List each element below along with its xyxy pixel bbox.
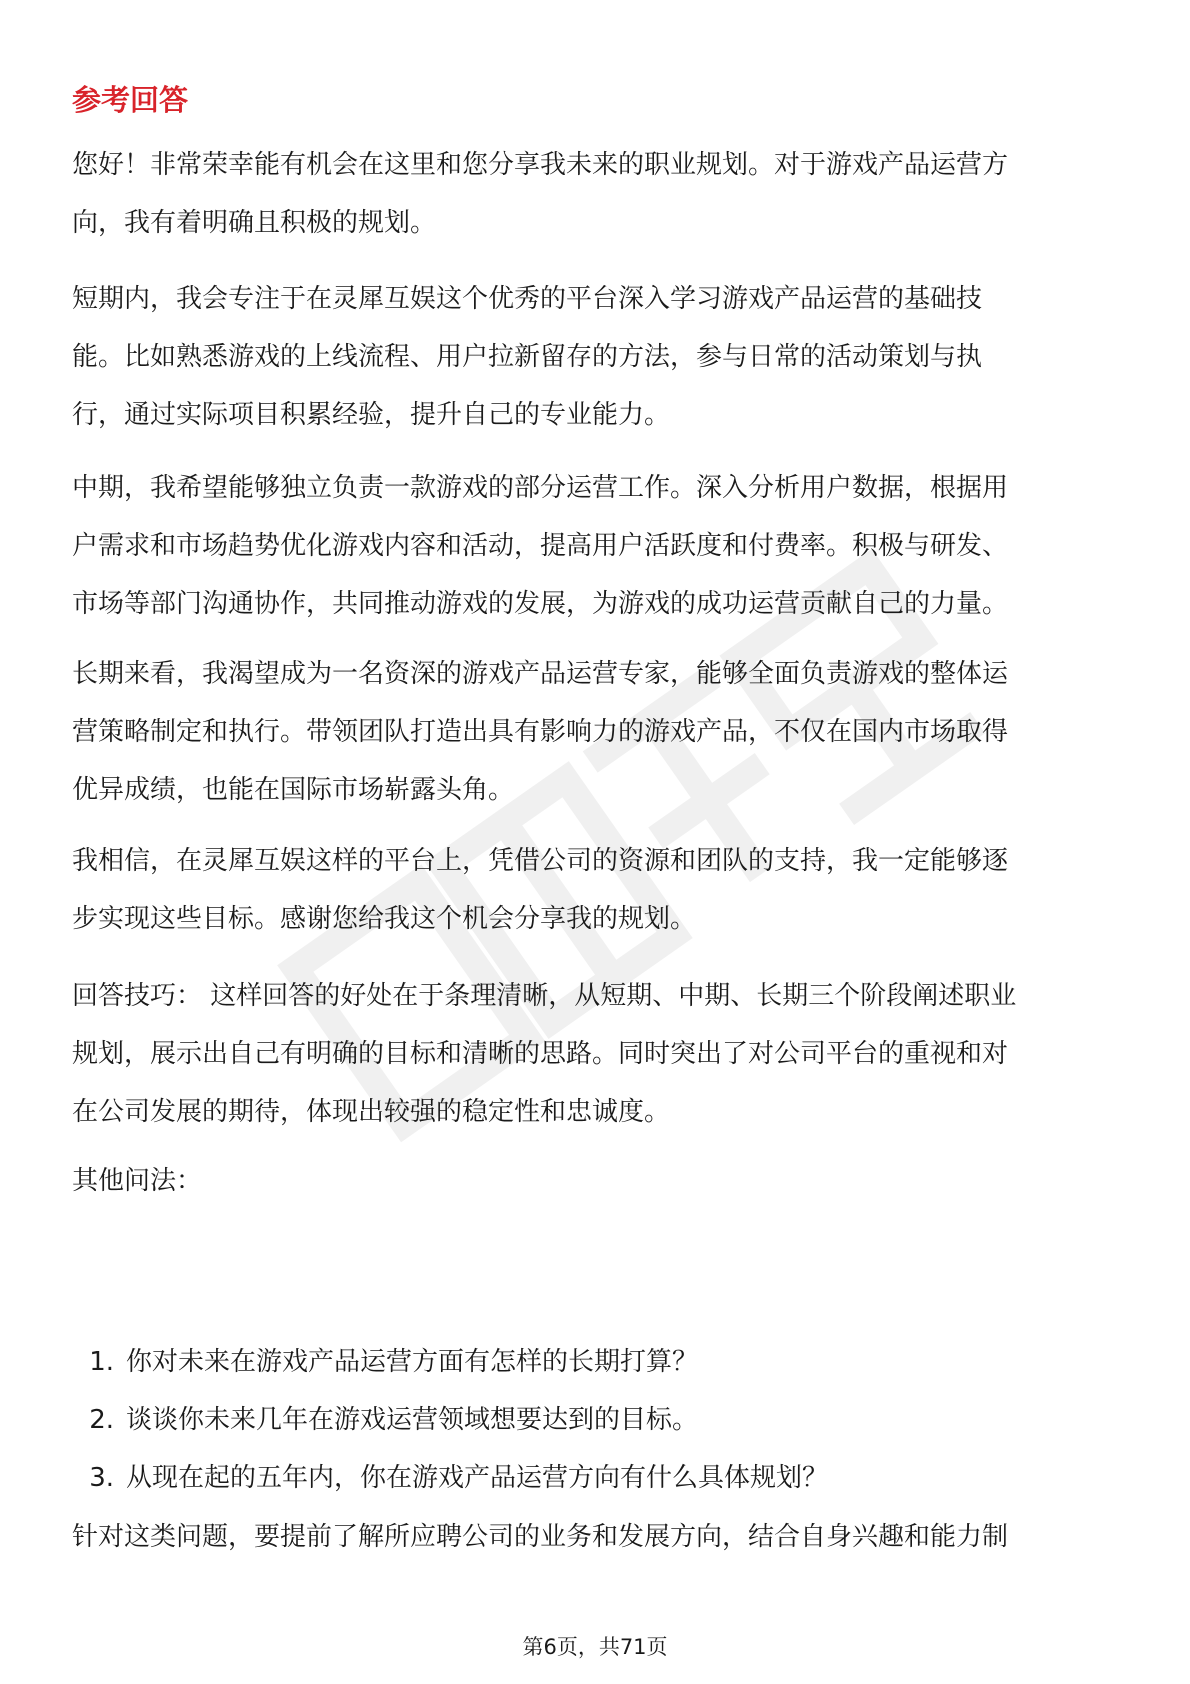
- list-item: [72, 1449, 828, 1507]
- other-questions-label: [72, 1152, 1122, 1210]
- list-number: 1.: [89, 1347, 114, 1377]
- text-line: 在公司发展的期待，体现出较强的稳定性和忠诚度。: [72, 1097, 671, 1127]
- text-line: 短期内，我会专注于在灵犀互娱这个优秀的平台深入学习游戏产品运营的基础技: [72, 284, 983, 314]
- section-heading: 参考回答: [72, 83, 189, 117]
- list-item-text: 从现在起的五年内，你在游戏产品运营方向有什么具体规划？: [126, 1463, 829, 1493]
- text-line: 其他问法：: [72, 1166, 203, 1196]
- text-line: 针对这类问题，要提前了解所应聘公司的业务和发展方向，结合自身兴趣和能力制: [72, 1522, 1009, 1552]
- text-line: 步实现这些目标。感谢您给我这个机会分享我的规划。: [72, 904, 697, 934]
- list-item: [72, 1391, 828, 1449]
- text-line: 优异成绩，也能在国际市场崭露头角。: [72, 775, 515, 805]
- paragraph-advice: [72, 1508, 1122, 1566]
- text-line: 我相信，在灵犀互娱这样的平台上，凭借公司的资源和团队的支持，我一定能够逐: [72, 846, 1009, 876]
- list-item: [72, 1333, 828, 1391]
- list-item-text: 谈谈你未来几年在游戏运营领域想要达到的目标。: [126, 1405, 699, 1435]
- page-number-footer: 第6页，共71页: [522, 1635, 668, 1659]
- text-line: 您好！非常荣幸能有机会在这里和您分享我未来的职业规划。对于游戏产品运营方: [72, 150, 1009, 180]
- text-line: 营策略制定和执行。带领团队打造出具有影响力的游戏产品，不仅在国内市场取得: [72, 717, 1009, 747]
- text-line: 户需求和市场趋势优化游戏内容和活动，提高用户活跃度和付费率。积极与研发、: [72, 531, 1009, 561]
- list-number: 3.: [89, 1463, 114, 1493]
- paragraph-tips: [72, 967, 1122, 1141]
- paragraph-conclusion: [72, 832, 1122, 948]
- paragraph-long-term: [72, 645, 1122, 819]
- other-questions-list: [72, 1333, 828, 1507]
- list-item-text: 你对未来在游戏产品运营方面有怎样的长期打算？: [126, 1347, 699, 1377]
- paragraph-short-term: [72, 270, 1122, 444]
- paragraph-mid-term: [72, 459, 1122, 633]
- text-line: 能。比如熟悉游戏的上线流程、用户拉新留存的方法，参与日常的活动策划与执: [72, 342, 983, 372]
- text-line: 回答技巧： 这样回答的好处在于条理清晰，从短期、中期、长期三个阶段阐述职业: [72, 981, 1017, 1011]
- text-line: 规划，展示出自己有明确的目标和清晰的思路。同时突出了对公司平台的重视和对: [72, 1039, 1009, 1069]
- text-line: 行，通过实际项目积累经验，提升自己的专业能力。: [72, 400, 671, 430]
- text-line: 中期，我希望能够独立负责一款游戏的部分运营工作。深入分析用户数据，根据用: [72, 473, 1009, 503]
- paragraph-greeting: [72, 136, 1122, 252]
- text-line: 向，我有着明确且积极的规划。: [72, 208, 437, 238]
- text-line: 市场等部门沟通协作，共同推动游戏的发展，为游戏的成功运营贡献自己的力量。: [72, 589, 1009, 619]
- list-number: 2.: [89, 1405, 114, 1435]
- text-line: 长期来看，我渴望成为一名资深的游戏产品运营专家，能够全面负责游戏的整体运: [72, 659, 1009, 689]
